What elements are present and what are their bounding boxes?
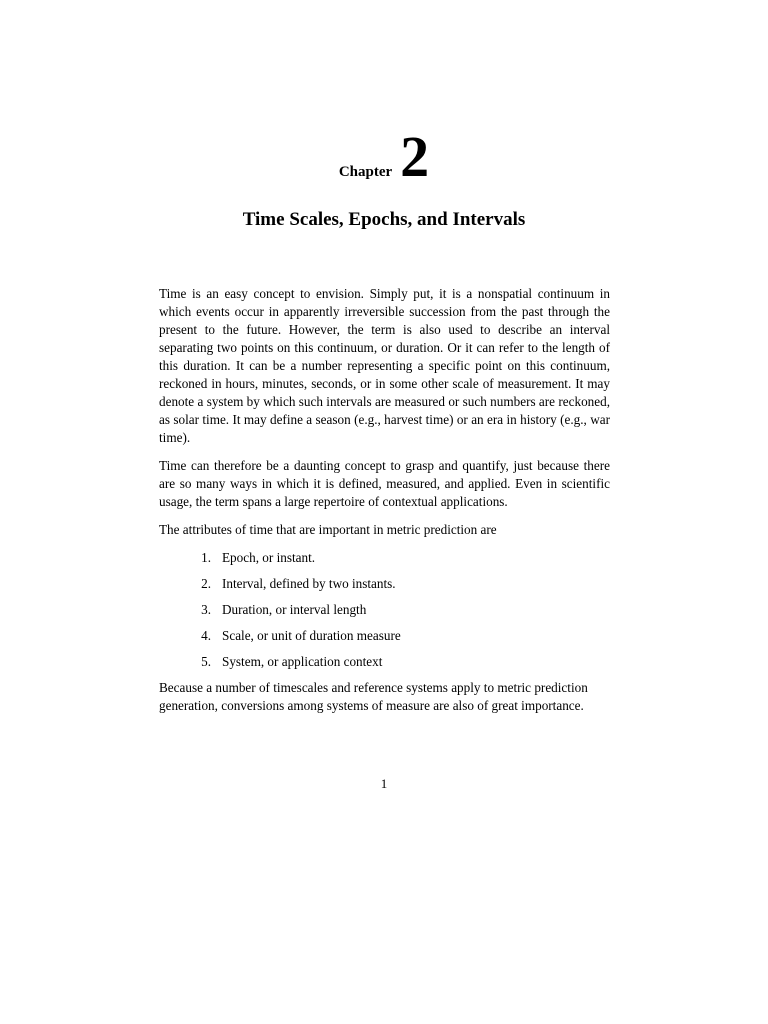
list-item-number: 3. (201, 602, 211, 617)
attributes-list (159, 549, 610, 671)
list-item (159, 627, 610, 645)
page-number: 1 (380, 776, 388, 791)
list-item-text: Interval, defined by two instants. (222, 576, 396, 591)
chapter-label: Chapter (338, 164, 393, 180)
list-item-number: 1. (201, 550, 211, 565)
list-item (159, 549, 610, 567)
list-item-number: 4. (201, 628, 211, 643)
list-item-text: System, or application context (222, 654, 383, 669)
closing-paragraph: Because a number of timescales and reference systems apply to metric prediction generation, conversions among systems of measure are also of great importance. (159, 680, 588, 713)
chapter-heading (0, 124, 768, 189)
chapter-number: 2 (400, 124, 430, 189)
chapter-body (159, 285, 610, 725)
list-item-number: 5. (201, 654, 211, 669)
chapter-title: Time Scales, Epochs, and Intervals (242, 209, 526, 230)
complexity-paragraph: Time can therefore be a daunting concept to grasp and quantify, just because there are so many ways in which it is defined, measured, and applied. Even in scientific usage, the term spans a large repertoire of contextual applications. (159, 458, 610, 509)
list-item-text: Scale, or unit of duration measure (222, 628, 401, 643)
list-item (159, 575, 610, 593)
list-item-text: Duration, or interval length (222, 602, 367, 617)
list-item-text: Epoch, or instant. (222, 550, 316, 565)
list-item-number: 2. (201, 576, 211, 591)
list-item (159, 601, 610, 619)
list-item (159, 653, 610, 671)
attributes-lead-paragraph: The attributes of time that are important in metric prediction are (159, 522, 497, 537)
intro-paragraph: Time is an easy concept to envision. Simply put, it is a nonspatial continuum in which events occur in apparently irreversible succession from the past through the present to the future. However, the term is also used to describe an interval separating two points on this continuum, or duration. Or it can refer to the length of this duration. It can be a number representing a specific point on this continuum, reckoned in hours, minutes, seconds, or in some other scale of measurement. It may denote a system by which such intervals are measured or such numbers are reckoned, as solar time. It may define a season (e.g., harvest time) or an era in history (e.g., war time). (159, 286, 610, 445)
